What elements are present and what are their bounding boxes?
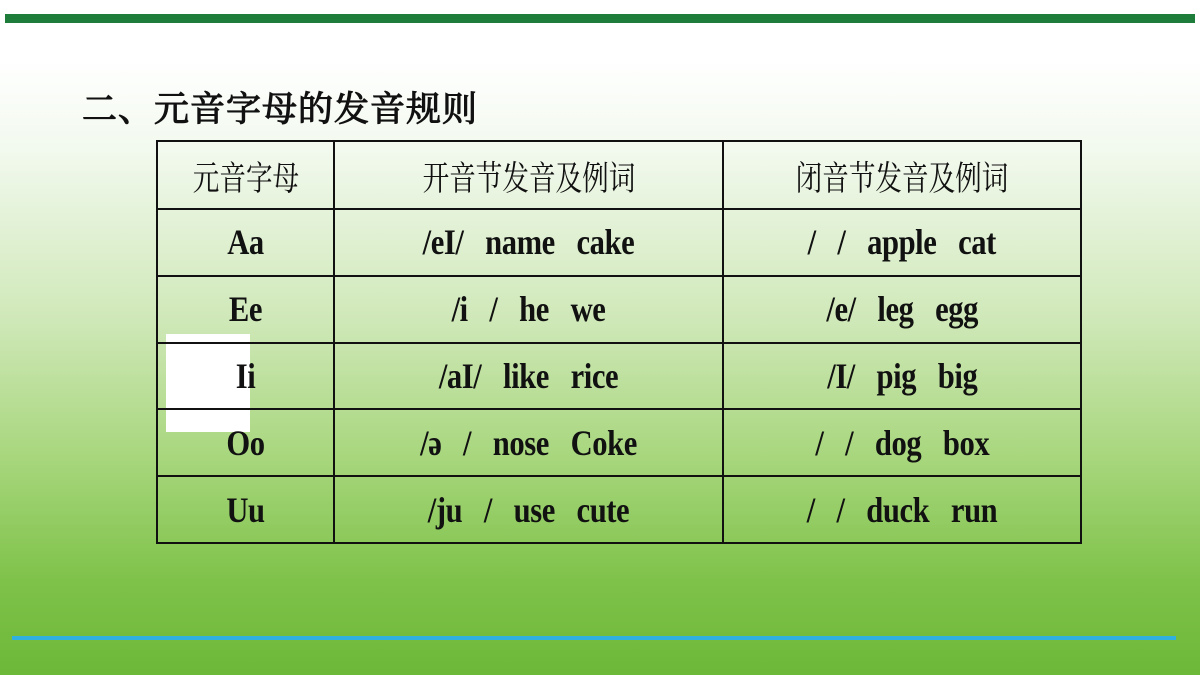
table-header-row xyxy=(157,141,1081,209)
vowel-pronunciation-table xyxy=(156,140,1082,544)
top-accent-bar xyxy=(5,14,1195,23)
table-row xyxy=(157,209,1081,276)
open-syllable-cell: /eI/ name cake xyxy=(334,209,723,276)
letter-cell: Oo xyxy=(157,409,334,476)
letter-cell: Ii xyxy=(157,343,334,410)
section-heading: 二、元音字母的发音规则 xyxy=(82,90,479,130)
table-row xyxy=(157,276,1081,343)
closed-syllable-cell: /I/ pig big xyxy=(723,343,1081,410)
open-syllable-cell: /aI/ like rice xyxy=(334,343,723,410)
table-row xyxy=(157,343,1081,410)
closed-syllable-cell: /e/ leg egg xyxy=(723,276,1081,343)
table-row xyxy=(157,409,1081,476)
letter-cell: Aa xyxy=(157,209,334,276)
open-syllable-cell: /i / he we xyxy=(334,276,723,343)
closed-syllable-cell: / / duck run xyxy=(723,476,1081,543)
open-syllable-cell: /ju / use cute xyxy=(334,476,723,543)
bottom-accent-line xyxy=(12,636,1176,640)
header-open-syllable: 开音节发音及例词 xyxy=(350,141,708,209)
table-row xyxy=(157,476,1081,543)
open-syllable-cell: /ə / nose Coke xyxy=(334,409,723,476)
header-closed-syllable: 闭音节发音及例词 xyxy=(737,141,1066,209)
closed-syllable-cell: / / apple cat xyxy=(723,209,1081,276)
letter-cell: Ee xyxy=(157,276,334,343)
header-vowel-letter: 元音字母 xyxy=(164,141,327,209)
closed-syllable-cell: / / dog box xyxy=(723,409,1081,476)
letter-cell: Uu xyxy=(157,476,334,543)
